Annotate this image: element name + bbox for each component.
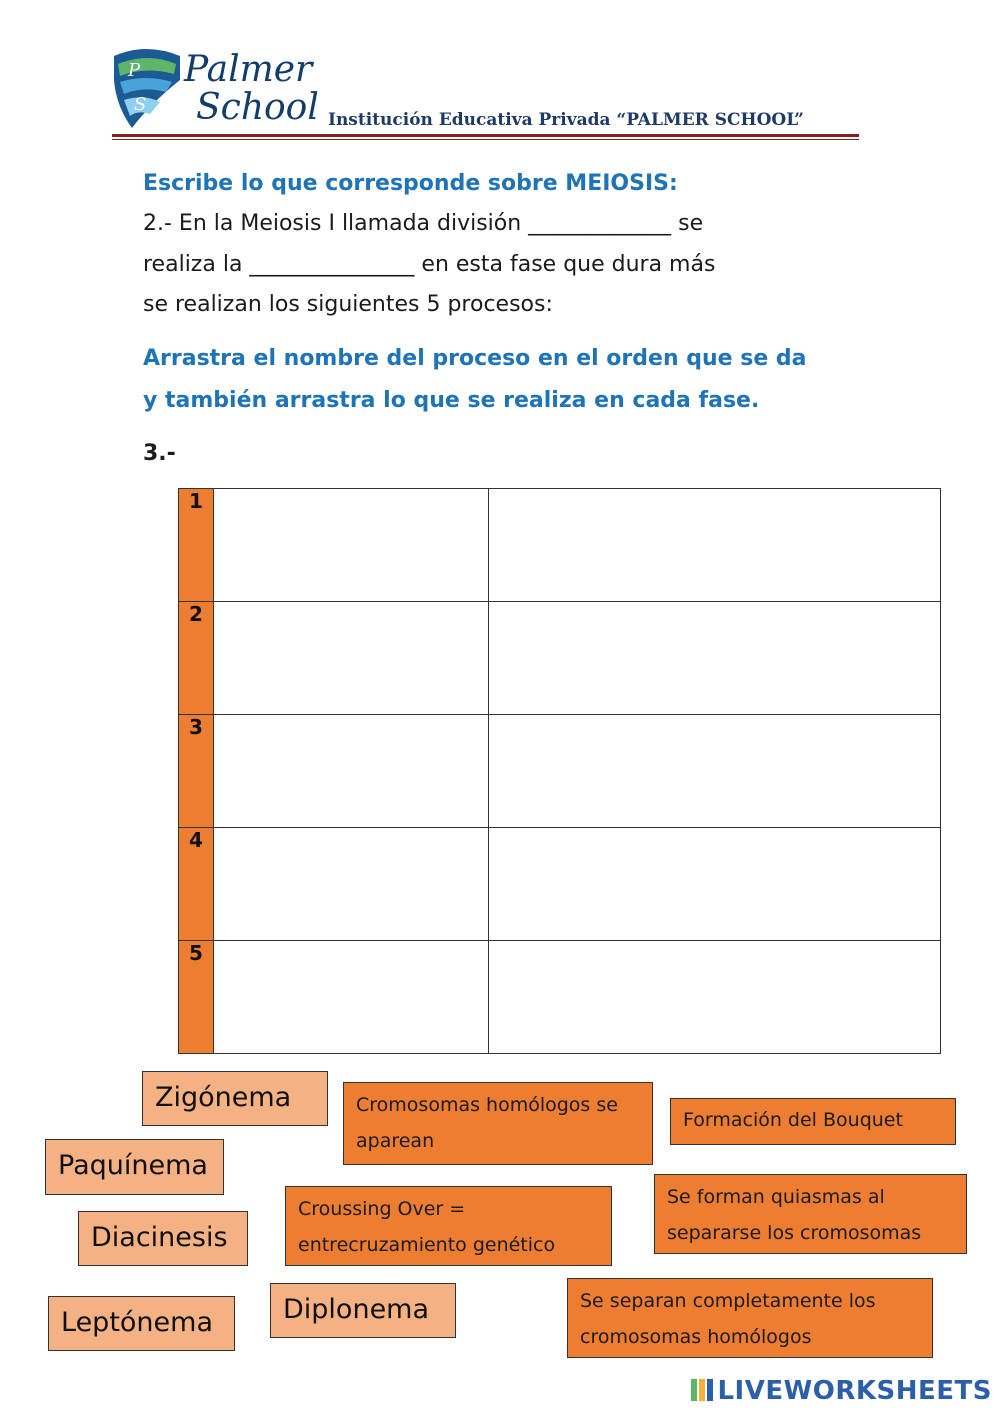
institution-name: Institución Educativa Privada “PALMER SCHOOL” (328, 110, 804, 130)
drag-tile-diplonema[interactable]: Diplonema (270, 1283, 456, 1338)
process-description-drop-zone[interactable] (489, 489, 941, 602)
process-name-drop-zone[interactable] (214, 828, 489, 941)
table-row (179, 941, 941, 1054)
process-name-drop-zone[interactable] (214, 602, 489, 715)
process-name-drop-zone[interactable] (214, 715, 489, 828)
brand-label: LIVEWORKSHEETS (717, 1376, 992, 1406)
drag-tile-paquinema[interactable]: Paquínema (45, 1139, 224, 1195)
drag-instruction-line-1: Arrastra el nombre del proceso en el orden que se da (143, 346, 807, 371)
drag-tile-description[interactable]: Se separan completamente los cromosomas homólogos (567, 1278, 933, 1358)
question-2-line-2: realiza la _______________ en esta fase que dura más (143, 252, 716, 277)
school-logo-icon (110, 46, 182, 130)
answer-table (178, 488, 941, 1054)
drag-tile-description[interactable]: Se forman quiasmas al separarse los cromosomas (654, 1174, 967, 1254)
row-number: 1 (179, 489, 214, 602)
logo-word-school: School (196, 87, 319, 128)
section-title: Escribe lo que corresponde sobre MEIOSIS: (143, 171, 678, 196)
table-row (179, 489, 941, 602)
table-row (179, 602, 941, 715)
liveworksheets-brand (691, 1376, 992, 1406)
table-row (179, 828, 941, 941)
row-number: 2 (179, 602, 214, 715)
logo-word-palmer: Palmer (184, 49, 313, 90)
process-name-drop-zone[interactable] (214, 489, 489, 602)
header-divider-thin (112, 139, 859, 140)
question-2-line-1: 2.- En la Meiosis I llamada división _____________ se (143, 211, 704, 236)
drag-tile-description[interactable]: Cromosomas homólogos se aparean (343, 1082, 653, 1165)
drag-tile-diacinesis[interactable]: Diacinesis (78, 1211, 248, 1266)
liveworksheets-logo-icon (691, 1378, 713, 1400)
process-name-drop-zone[interactable] (214, 941, 489, 1054)
row-number: 4 (179, 828, 214, 941)
drag-tile-zigonema[interactable]: Zigónema (142, 1071, 328, 1126)
question-3-label: 3.- (143, 441, 176, 466)
process-description-drop-zone[interactable] (489, 602, 941, 715)
table-row (179, 715, 941, 828)
row-number: 5 (179, 941, 214, 1054)
process-description-drop-zone[interactable] (489, 828, 941, 941)
process-description-drop-zone[interactable] (489, 941, 941, 1054)
drag-tile-leptonema[interactable]: Leptónema (48, 1296, 235, 1351)
svg-text:P: P (128, 60, 141, 81)
question-2-line-3: se realizan los siguientes 5 procesos: (143, 292, 553, 317)
svg-text:S: S (134, 94, 147, 115)
process-description-drop-zone[interactable] (489, 715, 941, 828)
drag-instruction-line-2: y también arrastra lo que se realiza en cada fase. (143, 388, 760, 413)
header-divider (112, 134, 859, 137)
drag-tile-description[interactable]: Formación del Bouquet (670, 1098, 956, 1145)
row-number: 3 (179, 715, 214, 828)
drag-tile-description[interactable]: Croussing Over = entrecruzamiento genético (285, 1186, 612, 1266)
